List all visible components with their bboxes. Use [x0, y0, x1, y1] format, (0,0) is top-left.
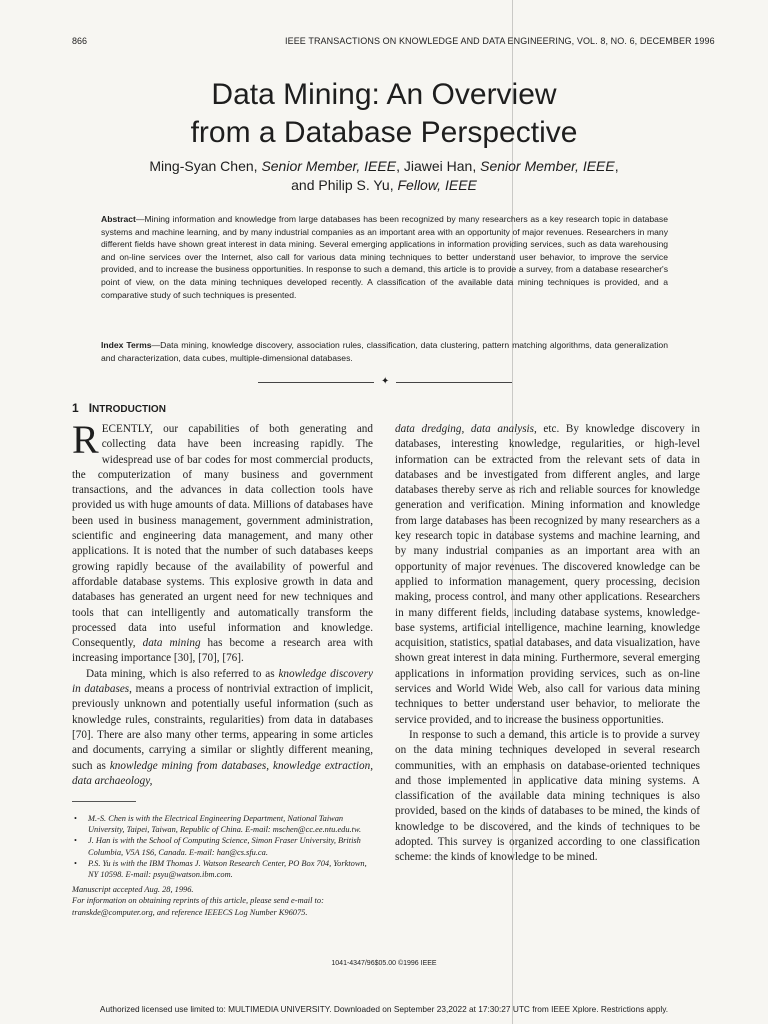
footnotes	[72, 813, 376, 918]
divider-diamond-icon: ✦	[381, 376, 390, 387]
license-notice: Authorized licensed use limited to: MULTIMEDIA UNIVERSITY. Downloaded on September 23,2022 at 17:30:27 UTC from IEEE Xplore. Restrictions apply.	[99, 1004, 669, 1014]
emphasis-text: data dredging, data analysis	[395, 423, 535, 435]
section-heading	[72, 401, 166, 415]
paragraph	[395, 422, 700, 728]
body-column-left	[72, 417, 373, 789]
paragraph-text: has become a research area with increasing importance [30], [70], [76].	[72, 637, 373, 665]
section-title-rest: NTRODUCTION	[92, 404, 166, 415]
page-number: 866	[72, 36, 88, 46]
body-column-right	[395, 422, 700, 866]
paragraph	[72, 667, 373, 789]
author-name: and Philip S. Yu,	[291, 177, 398, 193]
bullet-icon: •	[74, 858, 77, 868]
bullet-icon: •	[74, 836, 77, 846]
emphasis-text: data mining	[142, 637, 201, 650]
paper-title-line-1: Data Mining: An Overview	[211, 78, 557, 111]
paragraph-text: , etc. By knowledge discovery in databases, interesting knowledge, regularities, or high-level information can be extracted from the relevant sets of data in databases and be investigated from different angles, and large databases thereby serve as rich and reliable sources for knowledge generation and verification. Mining information and knowledge from large databases has been recognized by many researchers as a key research topic in database systems and machine learning, and by many industrial companies as an important area with an opportunity of major revenues. The discovered knowledge can be applied to information management, query processing, decision making, process control, and many other applications. Researchers in many different fields, including database systems, knowledge-base systems, artificial intelligence, machine learning, knowledge acquisition, statistics, spatial databases, and data visualization, have shown great interest in data mining. Furthermore, several emerging applications in information providing services, such as on-line services and World Wide Web, also call for various data mining techniques to better understand user behavior, to meliorate the service provided, and to increase the business opportunities.	[395, 423, 700, 726]
section-number: 1	[72, 401, 79, 415]
bullet-icon: •	[74, 814, 77, 823]
author-name: Ming-Syan Chen,	[149, 158, 262, 174]
abstract-text: —Mining information and knowledge from large databases has been recognized by many researchers as a key research topic in database systems and machine learning, and by many industrial companies as an important area with an opportunity of major revenues. Researchers in many different fields have shown great interest in data mining. Several emerging applications in information providing services, such as data warehousing and on-line services over the Internet, also call for various data mining techniques to better understand user behavior, to improve the service provided, and to increase the business opportunities. In response to such a demand, this article is to provide a survey, from a database researcher's point of view, on the data mining techniques developed recently. A classification of the available data mining techniques is provided, and a comparative study of such techniques is presented.	[101, 214, 668, 300]
footnote-text: M.-S. Chen is with the Electrical Engineering Department, National Taiwan University, Taipei, Taiwan, Republic of China. E-mail: mschen@cc.ee.ntu.edu.tw.	[88, 814, 362, 835]
index-terms	[101, 339, 668, 364]
paper-title-line-2: from a Database Perspective	[190, 116, 578, 149]
footnote-text: P.S. Yu is with the IBM Thomas J. Watson Research Center, PO Box 704, Yorktown, NY 10598. E-mail: psyu@watson.ibm.com.	[88, 858, 367, 880]
emphasis-text: knowledge mining from databases, knowledge extraction, data archaeology,	[72, 759, 373, 787]
footnote-item	[72, 858, 376, 880]
abstract	[101, 213, 668, 301]
divider-rule-left	[258, 382, 374, 383]
author-line-1	[0, 157, 768, 176]
footnote-rule	[72, 801, 136, 802]
index-terms-text: —Data mining, knowledge discovery, association rules, classification, data clustering, pattern matching algorithms, data generalization and characterization, data cubes, multiple-dimensional databases.	[101, 340, 668, 363]
drop-cap: R	[72, 417, 99, 462]
manuscript-note: Manuscript accepted Aug. 28, 1996.	[72, 885, 194, 895]
copyright-line: 1041-4347/96$05.00 ©1996 IEEE	[331, 960, 437, 967]
paragraph-text: Data mining, which is also referred to as	[86, 667, 279, 680]
footnote-item	[72, 835, 376, 857]
author-line-2	[0, 176, 768, 195]
section-title-initial: I	[88, 401, 93, 415]
author-role: Senior Member, IEEE	[480, 158, 615, 174]
author-separator: ,	[614, 158, 619, 174]
reprints-note: For information on obtaining reprints of this article, please send e-mail to: transkde@computer.org, and reference IEEECS Log Number K96075.	[72, 896, 324, 917]
paragraph-text: In response to such a demand, this article is to provide a survey on the data mining techniques developed in several research communities, with an emphasis on database-oriented techniques and those implemented in applicative data mining systems. A classification of the available data mining techniques is also provided, based on the kinds of databases to be mined, the kinds of knowledge to be discovered, and the kinds of techniques to be adopted. This survey is organized according to one classification scheme: the kinds of knowledge to be mined.	[395, 728, 700, 864]
abstract-label: Abstract	[101, 214, 136, 224]
author-role: Senior Member, IEEE	[261, 158, 397, 174]
footnote-text: J. Han is with the School of Computing Science, Simon Fraser University, British Columbia, V5A 1S6, Canada. E-mail: han@cs.sfu.ca.	[88, 836, 361, 857]
divider-rule-right	[396, 382, 512, 383]
paragraph-text: ECENTLY, our capabilities of both generating and collecting data have been increasing rapidly. The widespread use of bar codes for most commercial products, the computerization of many business and government transactions, and the advances in data collection tools have provided us with huge amounts of data. Millions of databases have been used in business management, government administration, scientific and engineering data management, and many other applications. It is noted that the number of such databases keeps growing rapidly because of the availability of powerful and affordable database systems. This explosive growth in data and databases has generated an urgent need for new techniques and tools that can intelligently and automatically transform the processed data into useful information and knowledge. Consequently,	[72, 423, 373, 650]
author-role: Fellow, IEEE	[397, 177, 477, 193]
section-divider	[258, 376, 512, 388]
paragraph	[395, 728, 700, 866]
paragraph-text: , means a process of nontrivial extraction of implicit, previously unknown and potentially useful information (such as knowledge rules, constraints, regularities) from data in databases [70]. There are also many other terms, appearing in some articles and documents, carrying a similar or slightly different meaning, such as	[72, 683, 373, 772]
running-header: IEEE TRANSACTIONS ON KNOWLEDGE AND DATA ENGINEERING, VOL. 8, NO. 6, DECEMBER 1996	[285, 36, 715, 46]
emphasis-text: knowledge discovery in databases	[72, 667, 373, 696]
footnote-item	[72, 813, 376, 835]
author-name: , Jiawei Han,	[396, 158, 481, 174]
index-terms-label: Index Terms	[101, 340, 152, 350]
paragraph	[72, 417, 373, 667]
